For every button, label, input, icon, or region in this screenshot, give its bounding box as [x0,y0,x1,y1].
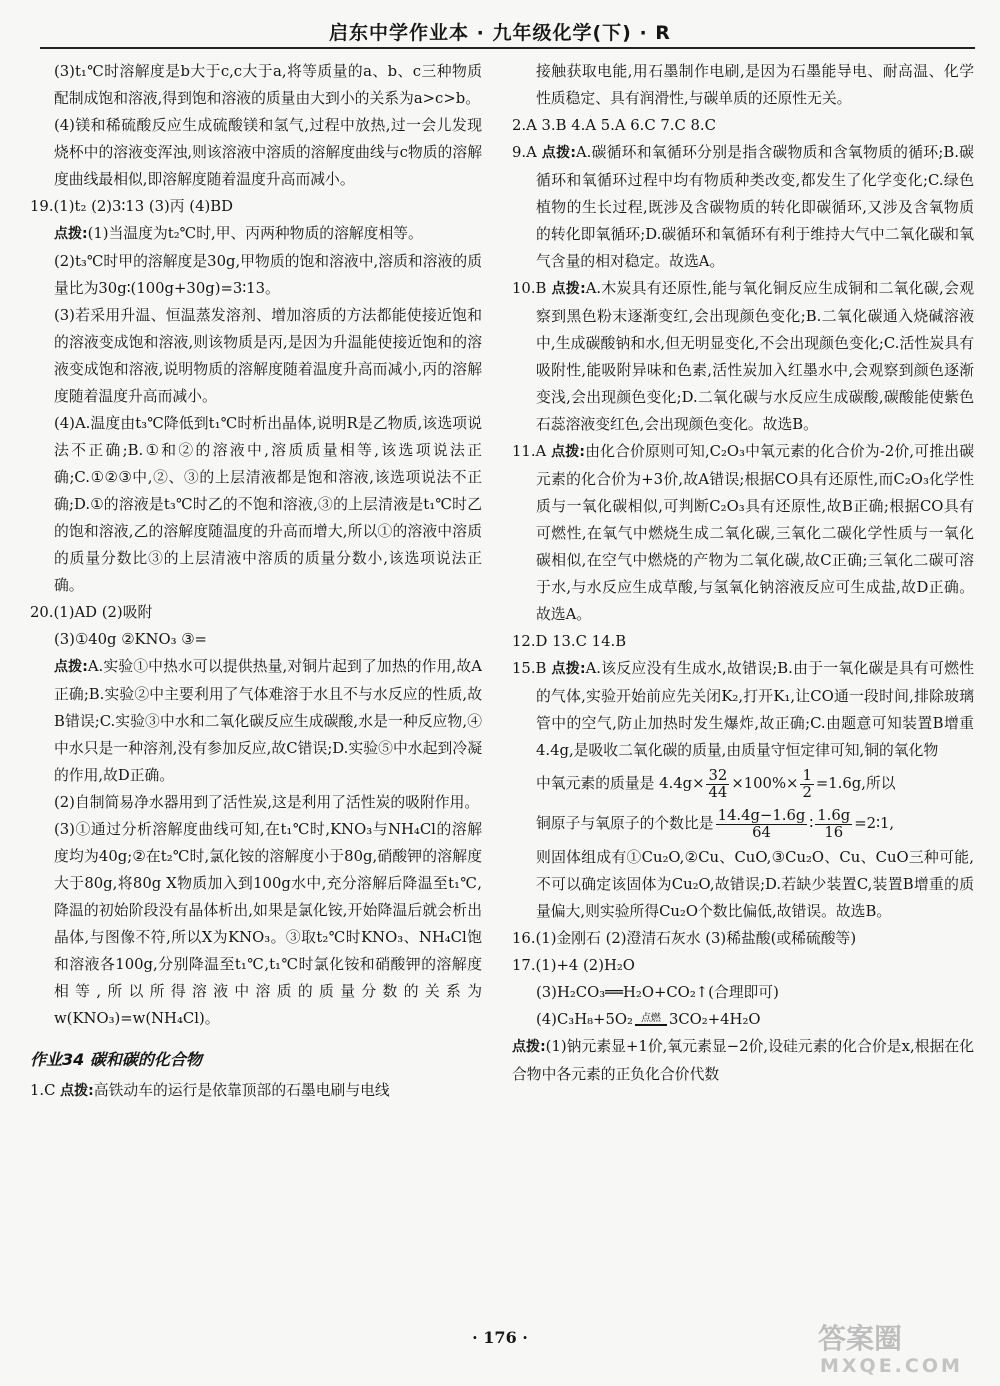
tip-label: 点拨: [512,1039,546,1055]
formula-text: 铜原子与氧原子的个数比是 [536,815,714,832]
formula-text: =1.6g,所以 [815,775,896,792]
reaction-condition [635,1013,667,1028]
watermark-logo [812,1318,992,1378]
question-19-answers: 19.(1)t₂ (2)3∶13 (3)丙 (4)BD [30,198,233,215]
denominator: 64 [752,823,771,841]
combustion-equation [512,1006,974,1033]
fraction [716,808,808,841]
answer-choice: 11.A [512,443,552,460]
tip-label: 点拨: [551,281,586,297]
question-16-answers: 16.(1)金刚石 (2)澄清石灰水 (3)稀盐酸(或稀硫酸等) [512,930,857,947]
equation-left: (4)C₃H₈+5O₂ [536,1011,633,1028]
question-15-answer [512,655,974,764]
questions-12-14-answers: 12.D 13.C 14.B [512,633,627,650]
tip-label: 点拨: [551,661,586,677]
answer-paragraph: 则固体组成有①Cu₂O,②Cu、CuO,③Cu₂O、Cu、CuO三种可能,不可以确定该固体为Cu₂O,故错误;D.若缺少装置C,装置B增重的质量偏大,则实验所得Cu₂O个数比偏低,故错误。故选B。 [536,849,974,920]
question-17-tip [512,1033,974,1088]
equals-bar [635,1025,667,1028]
condition-text: 点燃 [635,1013,667,1025]
question-1-answer [30,1077,482,1105]
equation-right: 3CO₂+4H₂O [668,1011,761,1028]
fraction [800,768,813,801]
numerator: 14.4g−1.6g [717,806,806,824]
answer-paragraph: (3)①通过分析溶解度曲线可知,在t₁℃时,KNO₃与NH₄Cl的溶解度均为40g;②在t₂℃时,氯化铵的溶解度小于80g,硝酸钾的溶解度大于80g,将80g X物质加入到100g水中,充分溶解后降温至t₁℃,降温的初始阶段没有晶体析出,如果是氯化铵,开始降温后就会析出晶体,与图像不符,所以X为KNO₃。③取t₂℃时KNO₃、NH₄Cl饱和溶液各100g,分别降温至t₁℃,t₁℃时氯化铵和硝酸钾的溶解度相等,所以所得溶液中溶质的质量分数的关系为w(KNO₃)=w(NH₄Cl)。 [54,821,482,1027]
question-17-answers: 17.(1)+4 (2)H₂O [512,957,635,974]
questions-2-8-answers: 2.A 3.B 4.A 5.A 6.C 7.C 8.C [512,117,716,134]
answer-paragraph: 接触获取电能,用石墨制作电刷,是因为石墨能导电、耐高温、化学性质稳定、具有润滑性,与碳单质的还原性无关。 [536,63,974,107]
question-9-answer [512,139,974,275]
fraction [815,808,852,841]
denominator: 16 [824,823,844,841]
tip-label: 点拨: [54,226,88,242]
numerator: 1 [802,766,812,784]
watermark-text-url: MXQE.COM [820,1355,963,1377]
answer-paragraph: (4)镁和稀硫酸反应生成硫酸镁和氢气,过程中放热,过一会儿发现烧杯中的溶液变浑浊,则该溶液中溶质的溶解度曲线与c物质的溶解度曲线最相似,即溶解度随着温度升高而减小。 [54,117,482,188]
formula-text: =2∶1, [854,815,895,832]
question-20-sub-answers: (3)①40g ②KNO₃ ③= [54,631,207,648]
atom-ratio-formula [512,804,974,844]
answer-choice: 10.B [512,280,552,297]
header-rule [40,47,975,49]
tip-label: 点拨: [541,145,576,161]
answer-choice: 1.C [30,1082,61,1099]
answer-choice: 9.A [512,144,542,161]
denominator: 2 [802,783,812,801]
tip-label: 点拨: [551,444,586,460]
left-column [30,58,482,1105]
question-11-answer [512,438,974,628]
page-number: · 176 · [472,1328,528,1347]
book-title: 启东中学作业本 · 九年级化学(下) · R [329,22,671,44]
answer-paragraph: (4)A.温度由t₃℃降低到t₁℃时析出晶体,说明R是乙物质,该选项说法不正确;B.①和②的溶液中,溶质质量相等,该选项说法正确;C.①②③中,②、③的上层清液都是饱和溶液,该选项说法不正确;D.①的溶液是t₃℃时乙的不饱和溶液,③的上层清液是t₁℃时乙的饱和溶液,乙的溶解度随温度的升高而增大,所以①的溶液中溶质的质量分数比③的上层清液中溶质的质量分数小,该选项说法正确。 [54,415,482,594]
oxygen-mass-formula [512,764,974,804]
tip-text: A.该反应没有生成水,故错误;B.由于一氧化碳是具有可燃性的气体,实验开始前应先关闭K₂,打开K₁,让CO通一段时间,排除玻璃管中的空气,防止加热时发生爆炸,故正确;C.由题意可知装置B增重4.4g,是吸收二氧化碳的质量,由质量守恒定律可知,铜的氧化物 [536,660,974,759]
right-column [512,58,974,1088]
tip-label: 点拨: [60,1083,94,1099]
answer-paragraph: (3)t₁℃时溶解度是b大于c,c大于a,将等质量的a、b、c三种物质配制成饱和溶液,得到饱和溶液的质量由大到小的关系为a>c>b。 [54,63,482,107]
numerator: 32 [708,766,728,784]
fraction [706,768,729,801]
section-title: 作业34 碳和碳的化合物 [30,1050,202,1069]
formula-text: ×100%× [731,775,799,792]
numerator: 1.6g [817,806,851,824]
question-20-tip [30,653,482,789]
tip-text: A.碳循环和氧循环分别是指含碳物质和含氧物质的循环;B.碳循环和氧循环过程中均有物质种类改变,都发生了化学变化;C.绿色植物的生长过程,既涉及含碳物质的转化即碳循环,又涉及含氧物质的转化即氧循环;D.碳循环和氧循环有利于维持大气中二氧化碳和氧气含量的相对稳定。故选A。 [536,144,974,270]
question-20-answers: 20.(1)AD (2)吸附 [30,604,153,621]
formula-text: 中氧元素的质量是 4.4g× [536,775,705,792]
answer-paragraph: (2)自制简易净水器用到了活性炭,这是利用了活性炭的吸附作用。 [54,794,480,811]
denominator: 44 [708,783,728,801]
question-19-tip [30,220,482,248]
answer-choice: 15.B [512,660,552,677]
tip-text: A.木炭具有还原性,能与氧化铜反应生成铜和二氧化碳,会观察到黑色粉末逐渐变红,会出现颜色变化;B.二氧化碳通入烧碱溶液中,生成碳酸钠和水,但无明显变化,不会出现颜色变化;C.活性炭具有吸附性,能吸附异味和色素,活性炭加入红墨水中,会观察到颜色逐渐变浅,会出现颜色变化;D.二氧化碳与水反应生成碳酸,碳酸能使紫色石蕊溶液变红色,会出现颜色变化。故选B。 [536,280,974,433]
tip-text: (1)当温度为t₂℃时,甲、丙两种物质的溶解度相等。 [87,225,423,242]
answer-paragraph: (2)t₃℃时甲的溶解度是30g,甲物质的饱和溶液中,溶质和溶液的质量比为30g∶(100g+30g)=3∶13。 [54,253,482,297]
formula-text: ∶ [809,815,814,832]
answer-paragraph: (3)若采用升温、恒温蒸发溶剂、增加溶质的方法都能使接近饱和的溶液变成饱和溶液,则该物质是丙,是因为升温能使接近饱和的溶液变成饱和溶液,说明物质的溶解度随着温度升高而减小,丙的溶解度随着温度升高而减小。 [54,307,482,405]
equation: (3)H₂CO₃══H₂O+CO₂↑(合理即可) [536,984,779,1001]
tip-text: (1)钠元素显+1价,氧元素显−2价,设硅元素的化合价是x,根据在化合物中各元素的正负化合价代数 [512,1038,974,1083]
tip-text: 高铁动车的运行是依靠顶部的石墨电刷与电线 [93,1082,390,1099]
tip-label: 点拨: [54,659,88,675]
watermark-text-cn: 答案圈 [818,1322,903,1355]
tip-text: 由化合价原则可知,C₂O₃中氧元素的化合价为-2价,可推出碳元素的化合价为+3价,故A错误;根据CO具有还原性,而C₂O₃化学性质与一氧化碳相似,可判断C₂O₃具有还原性,故B正确;根据CO具有可燃性,在氧气中燃烧生成二氧化碳,三氧化二碳化学性质与一氧化碳相似,在空气中燃烧的产物为二氧化碳,故C正确;三氧化二碳可溶于水,与水反应生成草酸,与氢氧化钠溶液反应可生成盐,故D正确。故选A。 [536,443,975,623]
tip-text: A.实验①中热水可以提供热量,对铜片起到了加热的作用,故A正确;B.实验②中主要利用了气体难溶于水且不与水反应的性质,故B错误;C.实验③中水和二氧化碳反应生成碳酸,水是一种反应物,④中水只是一种溶剂,没有参加反应,故C错误;D.实验⑤中水起到冷凝的作用,故D正确。 [54,658,482,784]
question-10-answer [512,275,974,438]
page-header [0,0,1000,50]
